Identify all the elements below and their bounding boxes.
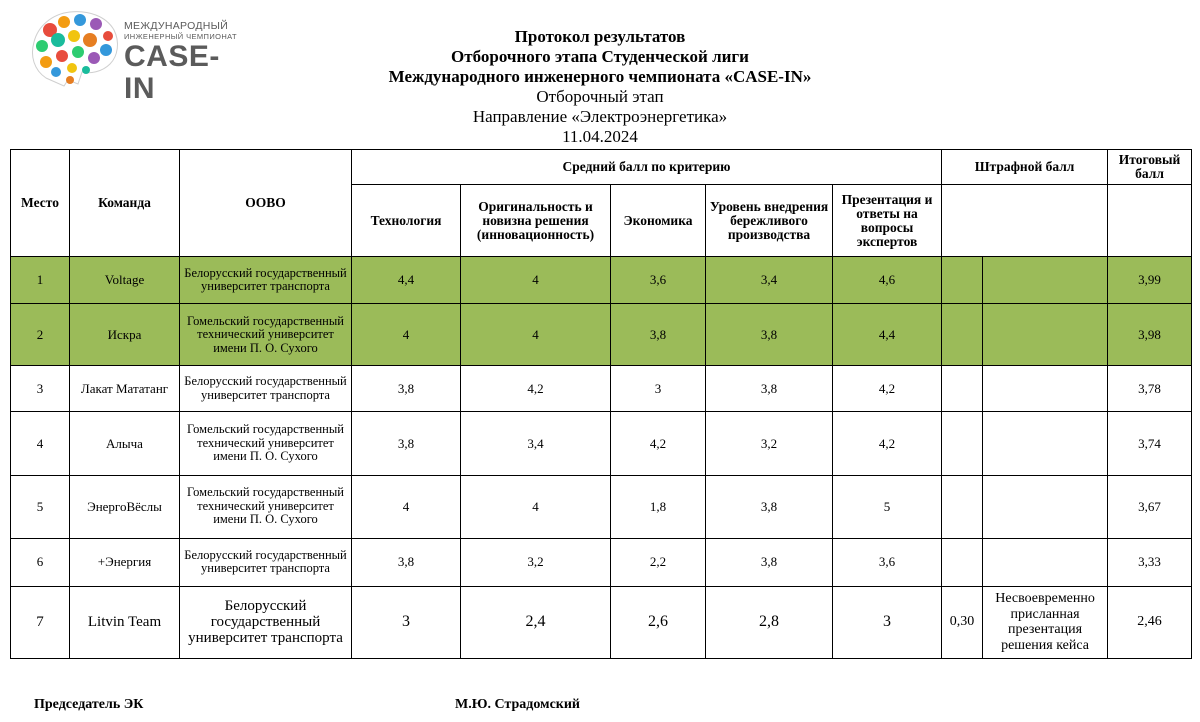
cell-penalty [942, 412, 983, 475]
cell-oovo: Гомельский государственный технический университет имени П. О. Сухого [180, 412, 352, 475]
cell-economics: 3 [611, 366, 706, 412]
header-originality: Оригинальность и новизна решения (инновационность) [461, 185, 611, 257]
header-penalty: Штрафной балл [942, 150, 1108, 185]
cell-lean: 3,2 [706, 412, 833, 475]
cell-penalty [942, 304, 983, 366]
cell-originality: 2,4 [461, 586, 611, 658]
title-line-2: Отборочного этапа Студенческой лиги [451, 47, 749, 66]
cell-economics: 2,6 [611, 586, 706, 658]
cell-oovo: Белорусский государственный университет транспорта [180, 538, 352, 586]
cell-economics: 1,8 [611, 475, 706, 538]
cell-place: 6 [11, 538, 70, 586]
cell-penalty-note [983, 412, 1108, 475]
logo-line-1: МЕЖДУНАРОДНЫЙ [124, 20, 229, 32]
cell-total: 3,78 [1108, 366, 1192, 412]
cell-place: 5 [11, 475, 70, 538]
stage-line: Отборочный этап [536, 87, 664, 106]
cell-team: +Энергия [70, 538, 180, 586]
cell-place: 7 [11, 586, 70, 658]
cell-presentation: 4,2 [833, 366, 942, 412]
header-total-sub [1108, 185, 1192, 257]
table-row [11, 366, 1192, 412]
cell-lean: 3,8 [706, 304, 833, 366]
direction-line: Направление «Электроэнергетика» [472, 107, 728, 126]
cell-place: 4 [11, 412, 70, 475]
cell-penalty [942, 257, 983, 304]
logo-text [124, 20, 248, 105]
case-in-logo [28, 8, 248, 105]
cell-presentation: 4,4 [833, 304, 942, 366]
cell-presentation: 5 [833, 475, 942, 538]
cell-originality: 4 [461, 475, 611, 538]
header-oovo: ООВО [180, 150, 352, 257]
table-row [11, 412, 1192, 475]
cell-originality: 4 [461, 304, 611, 366]
cell-team: ЭнергоВёслы [70, 475, 180, 538]
header-row-1 [11, 150, 1192, 185]
cell-penalty-note [983, 366, 1108, 412]
cell-total: 2,46 [1108, 586, 1192, 658]
cell-team: Искра [70, 304, 180, 366]
cell-oovo: Белорусский государственный университет транспорта [180, 257, 352, 304]
header-penalty-sub [942, 185, 1108, 257]
chairman-name: М.Ю. Страдомский [455, 697, 581, 712]
cell-total: 3,74 [1108, 412, 1192, 475]
cell-originality: 3,2 [461, 538, 611, 586]
cell-penalty: 0,30 [942, 586, 983, 658]
cell-lean: 3,8 [706, 475, 833, 538]
cell-lean: 3,4 [706, 257, 833, 304]
cell-penalty-note [983, 538, 1108, 586]
brain-logo-icon [28, 8, 120, 90]
cell-presentation: 3 [833, 586, 942, 658]
cell-presentation: 4,6 [833, 257, 942, 304]
cell-penalty-note [983, 475, 1108, 538]
cell-technology: 4 [352, 304, 461, 366]
cell-economics: 3,8 [611, 304, 706, 366]
cell-technology: 3,8 [352, 366, 461, 412]
cell-place: 3 [11, 366, 70, 412]
cell-total: 3,33 [1108, 538, 1192, 586]
cell-originality: 4 [461, 257, 611, 304]
cell-economics: 4,2 [611, 412, 706, 475]
cell-technology: 3,8 [352, 412, 461, 475]
cell-penalty-note [983, 304, 1108, 366]
cell-lean: 3,8 [706, 538, 833, 586]
header-technology: Технология [352, 185, 461, 257]
cell-economics: 3,6 [611, 257, 706, 304]
cell-team: Лакат Мататанг [70, 366, 180, 412]
document-header [300, 27, 900, 147]
cell-originality: 3,4 [461, 412, 611, 475]
cell-presentation: 3,6 [833, 538, 942, 586]
logo-line-2: ИНЖЕНЕРНЫЙ ЧЕМПИОНАТ [124, 32, 237, 41]
title-line-3: Международного инженерного чемпионата «CASE-IN» [388, 67, 812, 86]
header-lean: Уровень внедрения бережливого производства [706, 185, 833, 257]
cell-total: 3,67 [1108, 475, 1192, 538]
cell-penalty [942, 538, 983, 586]
cell-technology: 3,8 [352, 538, 461, 586]
table-row [11, 257, 1192, 304]
cell-oovo: Белорусский государственный университет транспорта [180, 366, 352, 412]
cell-penalty-note [983, 257, 1108, 304]
cell-technology: 4,4 [352, 257, 461, 304]
date-line: 11.04.2024 [562, 127, 638, 146]
table-row [11, 586, 1192, 658]
cell-total: 3,98 [1108, 304, 1192, 366]
cell-lean: 3,8 [706, 366, 833, 412]
header-criteria-group: Средний балл по критерию [352, 150, 942, 185]
cell-penalty-note: Несвоевременно присланная презентация решения кейса [983, 586, 1108, 658]
header-total: Итоговый балл [1108, 150, 1192, 185]
cell-originality: 4,2 [461, 366, 611, 412]
cell-technology: 3 [352, 586, 461, 658]
cell-oovo: Гомельский государственный технический университет имени П. О. Сухого [180, 304, 352, 366]
cell-penalty [942, 366, 983, 412]
cell-oovo: Гомельский государственный технический университет имени П. О. Сухого [180, 475, 352, 538]
cell-presentation: 4,2 [833, 412, 942, 475]
cell-team: Voltage [70, 257, 180, 304]
cell-place: 1 [11, 257, 70, 304]
cell-total: 3,99 [1108, 257, 1192, 304]
header-team: Команда [70, 150, 180, 257]
header-place: Место [11, 150, 70, 257]
cell-economics: 2,2 [611, 538, 706, 586]
title-line-1: Протокол результатов [514, 27, 686, 46]
results-table [10, 149, 1192, 659]
table-row [11, 304, 1192, 366]
cell-lean: 2,8 [706, 586, 833, 658]
cell-place: 2 [11, 304, 70, 366]
cell-technology: 4 [352, 475, 461, 538]
cell-penalty [942, 475, 983, 538]
header-economics: Экономика [611, 185, 706, 257]
cell-oovo: Белорусский государственный университет транспорта [180, 586, 352, 658]
header-presentation: Презентация и ответы на вопросы экспертов [833, 185, 942, 257]
table-row [11, 538, 1192, 586]
logo-line-3: CASE-IN [124, 40, 220, 105]
cell-team: Алыча [70, 412, 180, 475]
chairman-role: Председатель ЭК [34, 697, 144, 712]
table-row [11, 475, 1192, 538]
cell-team: Litvin Team [70, 586, 180, 658]
